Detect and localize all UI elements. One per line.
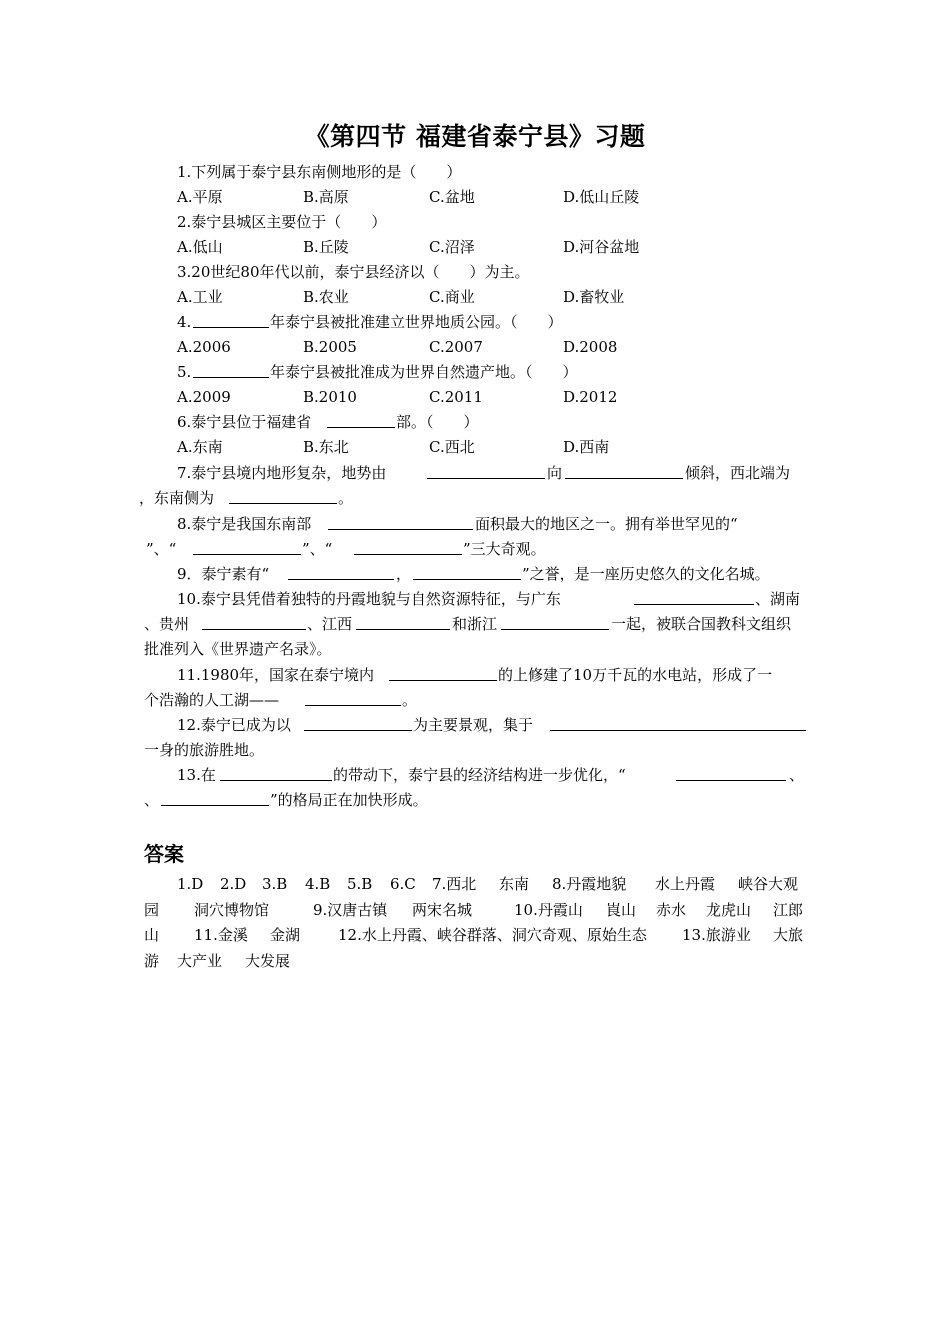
- question-text: 个浩瀚的人工湖——: [144, 691, 280, 709]
- question-text: 一起，被联合国教科文组织: [611, 615, 792, 633]
- question-text: 倾斜，西北端为: [685, 464, 791, 482]
- answer-blank: [565, 461, 683, 479]
- question-text: 。: [338, 489, 354, 507]
- page-title: 《第四节 福建省泰宁县》习题: [304, 122, 646, 151]
- question-11: [0, 663, 950, 688]
- answer-blank: [327, 410, 395, 428]
- question-text: ”、“: [146, 540, 177, 558]
- question-text: 12.泰宁已成为以: [177, 716, 291, 734]
- option-b: B.高原: [303, 188, 349, 206]
- question-text: 9．泰宁素有“: [177, 565, 270, 583]
- question-13: [0, 763, 950, 788]
- option-c: C.商业: [429, 288, 475, 306]
- question-8-cont: [0, 537, 950, 562]
- question-10-cont2: [0, 637, 950, 662]
- answer-item: 11.金溪: [194, 926, 248, 944]
- question-stem-pre: 5.: [177, 363, 192, 381]
- option-b: B.2010: [303, 388, 357, 406]
- option-d: D.畜牧业: [563, 288, 625, 306]
- option-c: C.西北: [429, 438, 475, 456]
- answers-line-2: [0, 898, 950, 923]
- question-3: [0, 260, 950, 285]
- question-6-options: [0, 435, 950, 460]
- answer-blank: [220, 763, 332, 781]
- answer-item: 崀山: [606, 901, 637, 919]
- question-13-cont: [0, 788, 950, 813]
- question-text: ，东南侧为: [139, 489, 215, 507]
- option-a: A.低山: [177, 238, 223, 256]
- question-2-options: [0, 235, 950, 260]
- question-text: 的上修建了10万千瓦的水电站，形成了一: [498, 666, 773, 684]
- answer-blank: [229, 486, 337, 504]
- option-d: D.低山丘陵: [563, 188, 640, 206]
- question-1-options: [0, 185, 950, 210]
- answer-blank: [427, 461, 545, 479]
- answer-item: 江郎: [773, 901, 804, 919]
- answer-blank: [193, 310, 269, 328]
- question-12-cont: [0, 738, 950, 763]
- answer-blank: [288, 562, 394, 580]
- answer-blank: [193, 360, 269, 378]
- answer-item: 2.D: [220, 875, 247, 893]
- answer-blank: [354, 537, 462, 555]
- question-11-cont: [0, 688, 950, 713]
- question-9: [0, 562, 950, 587]
- option-c: C.盆地: [429, 188, 475, 206]
- answer-item: 10.丹霞山: [514, 901, 583, 919]
- question-stem-pre: 4.: [177, 313, 192, 331]
- answer-item: 6.C: [390, 875, 416, 893]
- question-text: 、贵州: [144, 615, 190, 633]
- option-d: D.西南: [563, 438, 610, 456]
- answer-blank: [304, 713, 412, 731]
- answer-blank: [389, 663, 497, 681]
- option-d: D.河谷盆地: [563, 238, 640, 256]
- answer-item: 7.西北: [432, 875, 477, 893]
- answer-item: 大产业: [177, 952, 223, 970]
- option-b: B.2005: [303, 338, 357, 356]
- answer-blank: [634, 587, 754, 605]
- question-7-cont: [0, 486, 950, 511]
- answer-item: 山: [144, 926, 160, 944]
- answer-blank: [161, 788, 269, 806]
- question-10-cont: [0, 612, 950, 637]
- answer-item: 大旅: [773, 926, 804, 944]
- question-4-options: [0, 335, 950, 360]
- question-text: ”、“: [302, 540, 333, 558]
- question-6: [0, 410, 950, 435]
- question-text: 13.在: [177, 766, 216, 784]
- answer-item: 峡谷大观: [738, 875, 799, 893]
- question-text: 向: [547, 464, 563, 482]
- answer-item: 12.水上丹霞、峡谷群落、洞穴奇观、原始生态: [338, 926, 647, 944]
- answer-blank: [550, 713, 806, 731]
- option-d: D.2008: [563, 338, 618, 356]
- question-5: [0, 360, 950, 385]
- question-stem-post: 年泰宁县被批准建立世界地质公园。（ ）: [270, 313, 563, 331]
- option-a: A.东南: [177, 438, 223, 456]
- question-10: [0, 587, 950, 612]
- option-c: C.2007: [429, 338, 483, 356]
- question-stem: 2.泰宁县城区主要位于（ ）: [177, 213, 387, 231]
- answer-item: 大发展: [245, 952, 291, 970]
- option-b: B.东北: [303, 438, 349, 456]
- option-a: A.工业: [177, 288, 223, 306]
- question-text: ”三大奇观。: [463, 540, 546, 558]
- answer-item: 游: [144, 952, 160, 970]
- question-8: [0, 512, 950, 537]
- answer-item: 5.B: [347, 875, 373, 893]
- question-7: [0, 461, 950, 486]
- answer-blank: [202, 612, 306, 630]
- answer-blank: [305, 688, 401, 706]
- answers-line-4: [0, 949, 950, 974]
- question-stem-pre: 6.泰宁县位于福建省: [177, 413, 312, 431]
- answer-blank: [328, 512, 473, 530]
- question-text: 7.泰宁县境内地形复杂，地势由: [177, 464, 387, 482]
- question-stem: 3.20世纪80年代以前，泰宁县经济以（ ）为主。: [177, 263, 530, 281]
- answers-line-1: [0, 872, 950, 897]
- question-text: ”之誉，是一座历史悠久的文化名城。: [522, 565, 770, 583]
- answer-blank: [356, 612, 450, 630]
- question-5-options: [0, 385, 950, 410]
- option-b: B.丘陵: [303, 238, 349, 256]
- answers-line-3: [0, 923, 950, 948]
- question-text: 8.泰宁是我国东南部: [177, 515, 312, 533]
- answer-item: 龙虎山: [706, 901, 752, 919]
- option-c: C.沼泽: [429, 238, 475, 256]
- question-text: 的带动下，泰宁县的经济结构进一步优化，“: [333, 766, 626, 784]
- answer-item: 13.旅游业: [682, 926, 751, 944]
- question-stem: 1.下列属于泰宁县东南侧地形的是（ ）: [177, 163, 462, 181]
- answer-item: 东南: [499, 875, 530, 893]
- answer-blank: [413, 562, 521, 580]
- answer-item: 洞穴博物馆: [194, 901, 270, 919]
- question-text: 10.泰宁县凭借着独特的丹霞地貌与自然资源特征，与广东: [177, 590, 561, 608]
- answer-item: 3.B: [262, 875, 288, 893]
- option-a: A.平原: [177, 188, 223, 206]
- option-b: B.农业: [303, 288, 349, 306]
- answers-heading: 答案: [144, 842, 184, 866]
- option-c: C.2011: [429, 388, 483, 406]
- answer-item: 8.丹霞地貌: [552, 875, 627, 893]
- question-text: 。: [402, 691, 418, 709]
- question-2: [0, 210, 950, 235]
- answer-blank: [501, 612, 609, 630]
- question-text: 批准列入《世界遗产名录》。: [144, 640, 332, 658]
- option-a: A.2006: [177, 338, 231, 356]
- answer-item: 水上丹霞: [655, 875, 716, 893]
- answer-item: 园: [144, 901, 160, 919]
- answer-blank: [193, 537, 301, 555]
- question-text: 、湖南: [755, 590, 801, 608]
- answer-blank: [676, 763, 786, 781]
- question-text: 、: [789, 766, 805, 784]
- question-stem-post: 年泰宁县被批准成为世界自然遗产地。（ ）: [270, 363, 578, 381]
- question-text: 、: [144, 791, 160, 809]
- question-text: ，: [396, 565, 412, 583]
- answer-item: 金湖: [270, 926, 301, 944]
- question-text: ”的格局正在加快形成。: [270, 791, 428, 809]
- answer-item: 9.汉唐古镇: [313, 901, 388, 919]
- question-4: [0, 310, 950, 335]
- question-text: 面积最大的地区之一。拥有举世罕见的“: [475, 515, 738, 533]
- question-text: 11.1980年，国家在泰宁境内: [177, 666, 375, 684]
- answer-item: 4.B: [305, 875, 331, 893]
- question-text: 为主要景观，集于: [413, 716, 534, 734]
- question-text: 、江西: [307, 615, 353, 633]
- option-d: D.2012: [563, 388, 618, 406]
- option-a: A.2009: [177, 388, 231, 406]
- question-3-options: [0, 285, 950, 310]
- question-text: 和浙江: [452, 615, 498, 633]
- question-stem-post: 部。（ ）: [396, 413, 479, 431]
- answer-item: 1.D: [177, 875, 204, 893]
- question-text: 一身的旅游胜地。: [144, 741, 265, 759]
- question-1: [0, 160, 950, 185]
- answer-item: 两宋名城: [412, 901, 473, 919]
- answer-item: 赤水: [656, 901, 687, 919]
- question-12: [0, 713, 950, 738]
